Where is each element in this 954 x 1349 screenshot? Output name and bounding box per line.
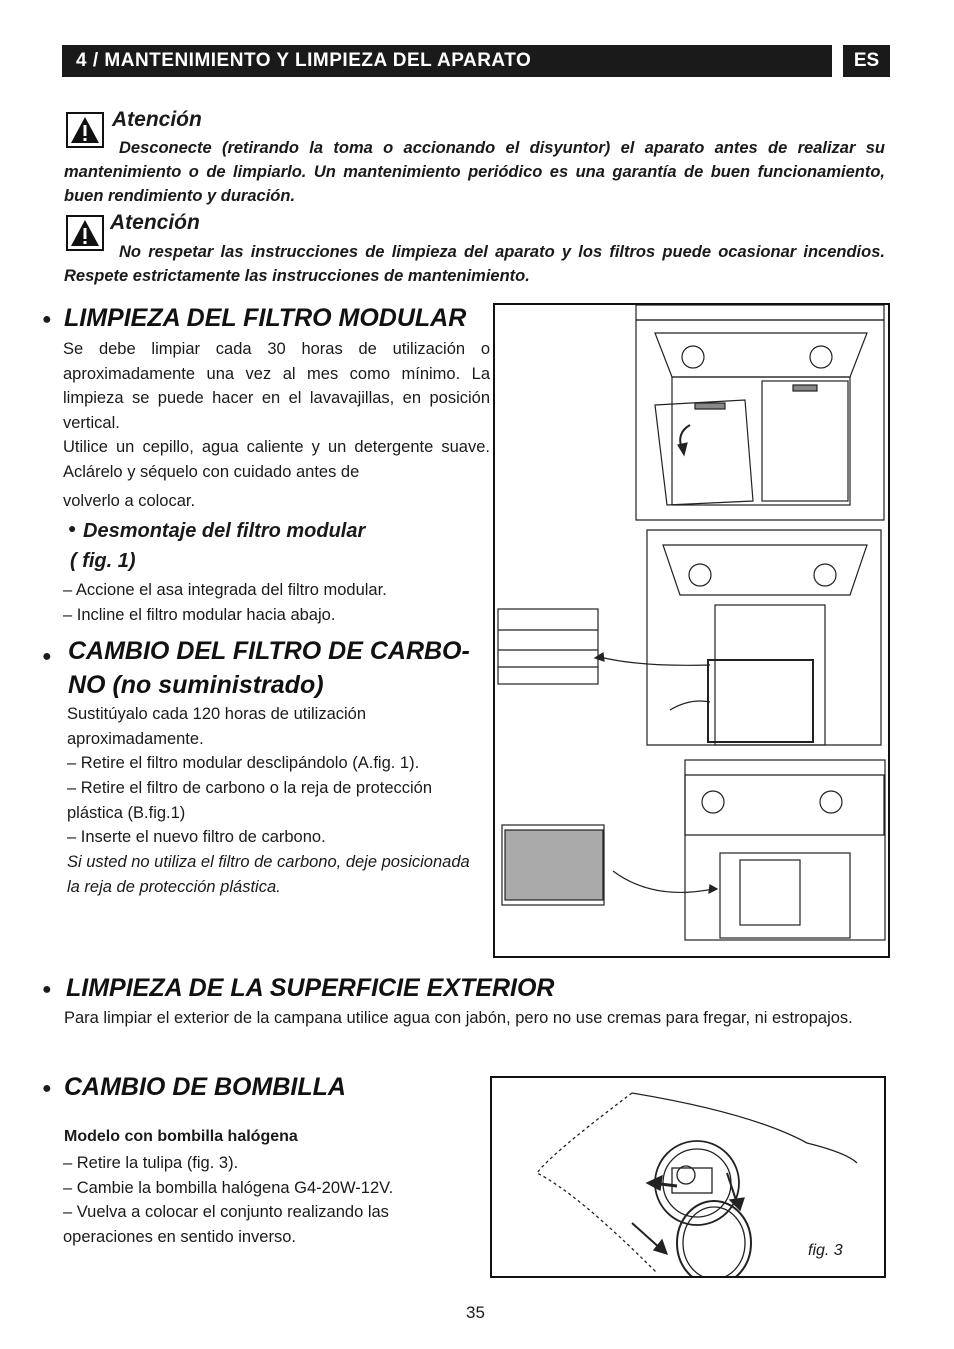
warning-text: No respetar las instrucciones de limpieza del aparato y los filtros puede ocasionar incendios. Respete estrictamente las instrucciones de mantenimiento. <box>64 243 885 285</box>
filter-removal-step: – Incline el filtro modular hacia abajo. <box>63 606 336 624</box>
carbon-filter-title: CAMBIO DEL FILTRO DE CARBO- <box>68 637 470 665</box>
section-header <box>62 45 832 77</box>
filter-removal-step: – Accione el asa integrada del filtro modular. <box>63 581 387 599</box>
bulb-change-title: CAMBIO DE BOMBILLA <box>64 1073 346 1101</box>
carbon-filter-note: Si usted no utiliza el filtro de carbono, deje posicionada la reja de protección plástica. <box>67 853 470 896</box>
language-badge: ES <box>843 45 890 77</box>
filter-removal-fig-ref: ( fig. 1) <box>70 550 136 572</box>
warning-text: Desconecte (retirando la toma o accionando el disyuntor) el aparato antes de realizar su mantenimiento o de limpiarlo. Un mantenimiento periódico es una garantía de buen funcionamiento, buen rendimiento y duración. <box>64 139 885 205</box>
figure-3-bulb <box>490 1076 886 1278</box>
filter-cleaning-text: Se debe limpiar cada 30 horas de utilización o aproximadamente una vez al mes como mínimo. La limpieza se puede hacer en el lavavajillas, en posición vertical. <box>63 340 490 432</box>
bullet-icon: ● <box>68 520 77 536</box>
bullet-icon: ● <box>42 311 52 328</box>
carbon-filter-step: – Retire el filtro modular desclipándolo (A.fig. 1). <box>67 754 420 772</box>
carbon-filter-title-2: NO (no suministrado) <box>68 671 324 699</box>
warning-title: Atención <box>110 211 200 234</box>
filter-cleaning-text-2: Utilice un cepillo, agua caliente y un detergente suave. Aclárelo y séquelo con cuidado antes de <box>63 438 490 481</box>
exterior-cleaning-title: LIMPIEZA DE LA SUPERFICIE EXTERIOR <box>66 974 555 1002</box>
section-title: MANTENIMIENTO Y LIMPIEZA DEL APARATO <box>104 50 532 71</box>
carbon-filter-intro: Sustitúyalo cada 120 horas de utilización aproximadamente. <box>67 705 367 748</box>
warning-title: Atención <box>112 108 202 131</box>
filter-cleaning-text-3: volverlo a colocar. <box>63 492 196 510</box>
bullet-icon: ● <box>42 648 52 665</box>
bulb-step: – Vuelva a colocar el conjunto realizando las operaciones en sentido inverso. <box>63 1203 389 1246</box>
carbon-filter-step: – Retire el filtro de carbono o la reja de protección plástica (B.fig.1) <box>67 779 433 822</box>
bulb-step: – Retire la tulipa (fig. 3). <box>63 1154 239 1172</box>
filter-removal-title: Desmontaje del filtro modular <box>83 520 366 542</box>
carbon-filter-step: – Inserte el nuevo filtro de carbono. <box>67 828 326 846</box>
figure-3-label: fig. 3 <box>808 1242 843 1259</box>
page-number: 35 <box>466 1303 485 1322</box>
figure-1-hood-filters <box>493 303 890 958</box>
section-number: 4 / <box>76 50 99 71</box>
exterior-cleaning-text: Para limpiar el exterior de la campana utilice agua con jabón, pero no use cremas para fregar, ni estropajos. <box>64 1009 853 1027</box>
bullet-icon: ● <box>42 981 52 998</box>
filter-cleaning-title: LIMPIEZA DEL FILTRO MODULAR <box>64 304 467 332</box>
bulb-model-label: Modelo con bombilla halógena <box>64 1128 298 1145</box>
bullet-icon: ● <box>42 1080 52 1097</box>
bulb-step: – Cambie la bombilla halógena G4-20W-12V. <box>63 1179 394 1197</box>
